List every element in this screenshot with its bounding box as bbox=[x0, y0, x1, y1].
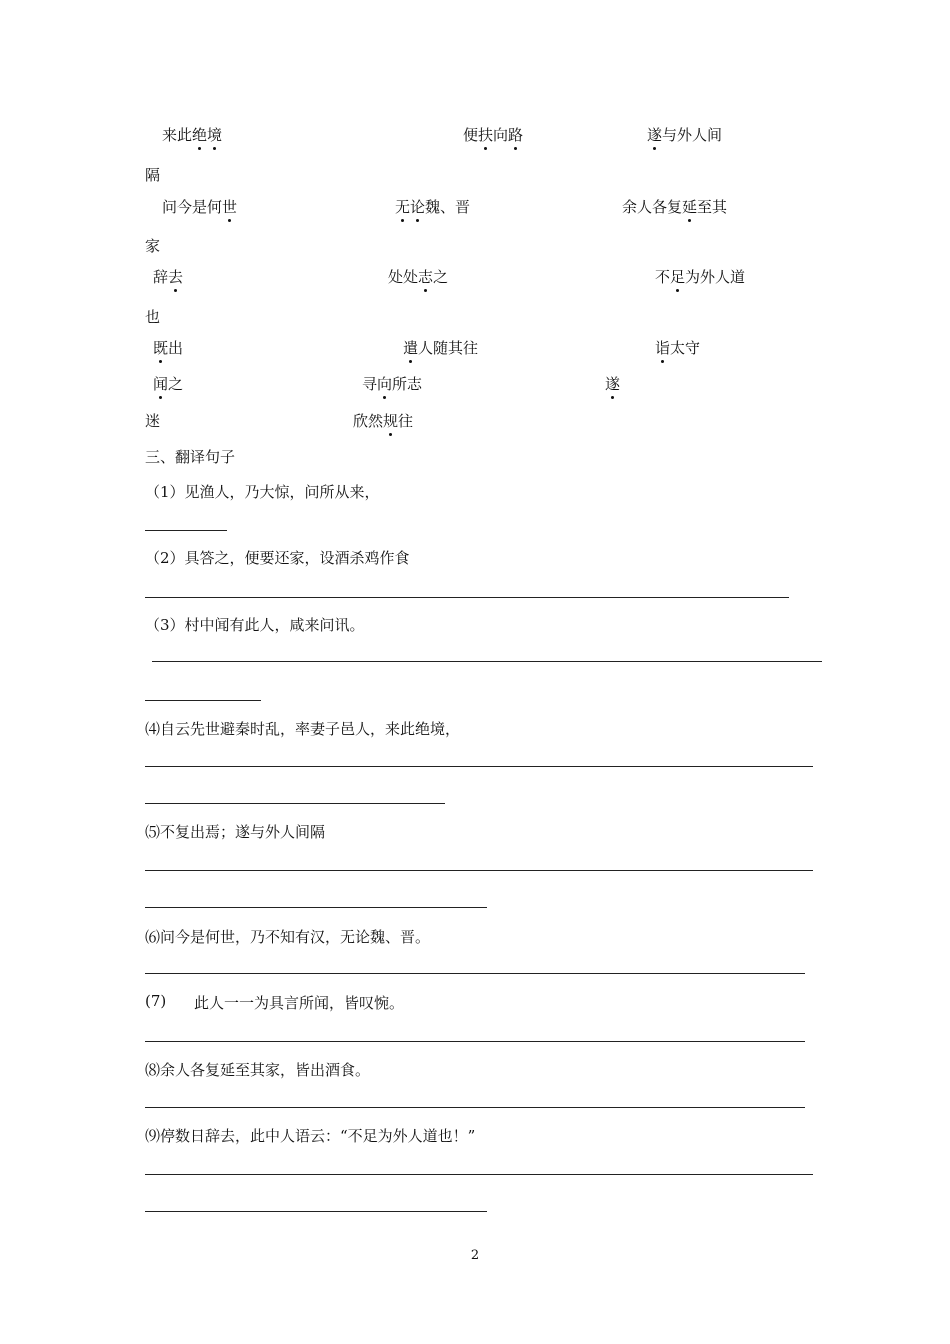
section-title: 三、翻译句子 bbox=[145, 448, 236, 466]
vocab-item bbox=[153, 266, 183, 287]
vocab-item bbox=[388, 266, 448, 287]
vocab-text: 欣然 bbox=[353, 412, 384, 430]
vocab-text: 余人各复 bbox=[622, 198, 683, 216]
emphasis-dot-char: 无 bbox=[395, 198, 411, 216]
vocab-item bbox=[463, 124, 523, 145]
vocab-text: 太守 bbox=[670, 339, 701, 357]
vocab-item bbox=[162, 124, 222, 145]
emphasis-dot-char: 遂 bbox=[605, 375, 621, 393]
answer-line bbox=[145, 870, 813, 871]
vocab-item bbox=[395, 196, 470, 217]
sentence-3: （3）村中闻有此人，咸来问讯。 bbox=[145, 616, 365, 634]
vocab-text: 寻 bbox=[362, 375, 378, 393]
vocab-text: 出 bbox=[168, 339, 184, 357]
vocab-item bbox=[655, 266, 745, 287]
sentence-1: （1）见渔人，乃大惊，问所从来， bbox=[145, 483, 380, 501]
vocab-item bbox=[362, 373, 422, 394]
emphasis-dot-char: 去 bbox=[168, 268, 184, 286]
vocab-item bbox=[162, 196, 237, 217]
vocab-text: 为外人道 bbox=[685, 268, 746, 286]
answer-line bbox=[145, 973, 805, 974]
answer-line bbox=[145, 1211, 487, 1212]
vocab-item bbox=[153, 337, 183, 358]
emphasis-dot-char: 延 bbox=[682, 198, 698, 216]
emphasis-dot-char: 论 bbox=[410, 198, 426, 216]
sentence-7-number: (7) bbox=[145, 992, 167, 1010]
vocab-item bbox=[622, 196, 727, 217]
answer-line bbox=[145, 766, 813, 767]
vocab-item bbox=[403, 337, 478, 358]
answer-line bbox=[145, 803, 445, 804]
vocab-continuation: 隔 bbox=[145, 166, 161, 184]
page-number: 2 bbox=[470, 1248, 480, 1263]
emphasis-dot-char: 闻 bbox=[153, 375, 169, 393]
sentence-7: 此人一一为具言所闻，皆叹惋。 bbox=[194, 994, 405, 1012]
sentence-2: （2）具答之，便要还家，设酒杀鸡作食 bbox=[145, 549, 410, 567]
vocab-text: 与外人间 bbox=[662, 126, 723, 144]
sentence-6: ⑹问今是何世，乃不知有汉，无论魏、晋。 bbox=[145, 928, 431, 946]
vocab-text: 来此 bbox=[162, 126, 193, 144]
vocab-text: 所志 bbox=[392, 375, 423, 393]
answer-line bbox=[145, 907, 487, 908]
vocab-continuation: 家 bbox=[145, 237, 161, 255]
answer-line bbox=[145, 1107, 805, 1108]
vocab-text: 不 bbox=[655, 268, 671, 286]
emphasis-dot-char: 扶 bbox=[478, 126, 494, 144]
vocab-text: 问今是何 bbox=[162, 198, 223, 216]
vocab-text: 之 bbox=[168, 375, 184, 393]
emphasis-dot-char: 世 bbox=[222, 198, 238, 216]
sentence-9: ⑼停数日辞去，此中人语云：“不足为外人道也！” bbox=[145, 1127, 476, 1145]
emphasis-dot-char: 规 bbox=[383, 412, 399, 430]
vocab-item bbox=[353, 410, 413, 431]
emphasis-dot-char: 足 bbox=[670, 268, 686, 286]
vocab-continuation: 也 bbox=[145, 308, 161, 326]
emphasis-dot-char: 志 bbox=[418, 268, 434, 286]
vocab-text: 至其 bbox=[697, 198, 728, 216]
emphasis-dot-char: 向 bbox=[377, 375, 393, 393]
answer-line bbox=[145, 530, 227, 531]
vocab-text: 人随其往 bbox=[418, 339, 479, 357]
vocab-item: 迷 bbox=[145, 412, 161, 430]
answer-line bbox=[145, 1041, 805, 1042]
vocab-item bbox=[605, 373, 620, 394]
vocab-text: 处处 bbox=[388, 268, 419, 286]
emphasis-dot-char: 诣 bbox=[655, 339, 671, 357]
vocab-text: 往 bbox=[398, 412, 414, 430]
emphasis-dot-char: 路 bbox=[508, 126, 524, 144]
vocab-item bbox=[655, 337, 700, 358]
emphasis-dot-char: 遣 bbox=[403, 339, 419, 357]
vocab-text: 向 bbox=[493, 126, 509, 144]
vocab-item bbox=[647, 124, 722, 145]
vocab-text: 之 bbox=[433, 268, 449, 286]
answer-line bbox=[145, 700, 261, 701]
emphasis-dot-char: 遂 bbox=[647, 126, 663, 144]
sentence-5: ⑸不复出焉；遂与外人间隔 bbox=[145, 823, 326, 841]
emphasis-dot-char: 既 bbox=[153, 339, 169, 357]
answer-line bbox=[145, 1174, 813, 1175]
vocab-text: 魏、晋 bbox=[425, 198, 471, 216]
answer-line bbox=[145, 597, 789, 598]
vocab-text: 便 bbox=[463, 126, 479, 144]
sentence-4: ⑷自云先世避秦时乱，率妻子邑人，来此绝境， bbox=[145, 720, 461, 738]
vocab-text: 辞 bbox=[153, 268, 169, 286]
vocab-item bbox=[153, 373, 183, 394]
emphasis-dot-char: 境 bbox=[207, 126, 223, 144]
emphasis-dot-char: 绝 bbox=[192, 126, 208, 144]
answer-line bbox=[152, 661, 822, 662]
sentence-8: ⑻余人各复延至其家，皆出酒食。 bbox=[145, 1061, 371, 1079]
